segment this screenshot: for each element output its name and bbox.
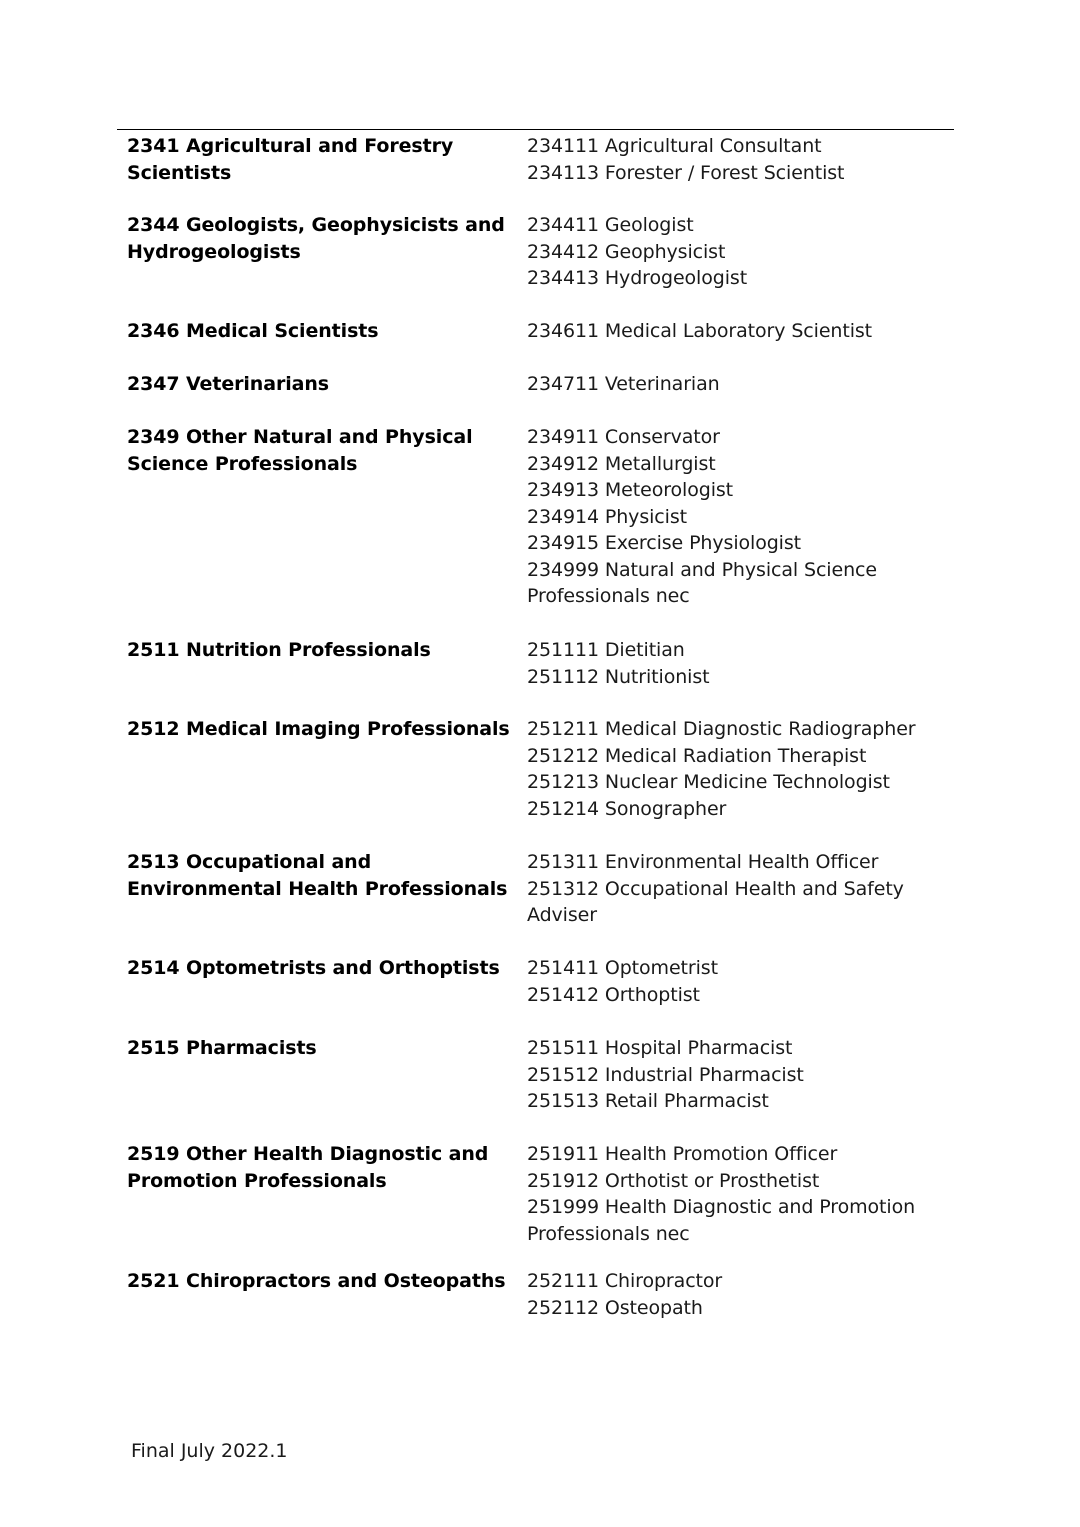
occupation-list (527, 424, 917, 610)
occupation-list (527, 637, 917, 690)
group-title: 2512 Medical Imaging Professionals (127, 718, 510, 740)
occupation-item: 234999 Natural and Physical Science Professionals nec (527, 558, 877, 607)
occupation-item: 251311 Environmental Health Officer (527, 851, 879, 873)
group-title: 2511 Nutrition Professionals (127, 639, 431, 661)
occupation-list (527, 371, 917, 398)
occupation-item: 251513 Retail Pharmacist (527, 1090, 769, 1112)
occupation-list (527, 1141, 917, 1247)
top-divider (117, 129, 954, 130)
occupation-item: 234411 Geologist (527, 214, 694, 236)
group-title: 2519 Other Health Diagnostic and Promotion Professionals (127, 1143, 489, 1192)
group-title: 2341 Agricultural and Forestry Scientists (127, 135, 454, 184)
occupation-item: 234711 Veterinarian (527, 373, 720, 395)
occupation-item: 234915 Exercise Physiologist (527, 532, 802, 554)
occupation-item: 251912 Orthotist or Prosthetist (527, 1169, 820, 1192)
occupation-list (527, 955, 917, 1008)
group-title: 2514 Optometrists and Orthoptists (127, 957, 500, 979)
occupation-list (527, 849, 917, 929)
occupation-item: 251312 Occupational Health and Safety Adviser (527, 877, 904, 926)
occupation-item: 251112 Nutritionist (527, 665, 710, 688)
occupation-item: 251111 Dietitian (527, 639, 685, 661)
occupation-list (527, 1268, 917, 1321)
group-title: 2515 Pharmacists (127, 1037, 317, 1059)
group-title: 2346 Medical Scientists (127, 320, 379, 342)
occupation-item: 251999 Health Diagnostic and Promotion Professionals nec (527, 1196, 916, 1245)
occupation-item: 252112 Osteopath (527, 1296, 703, 1319)
occupation-item: 234911 Conservator (527, 426, 720, 448)
occupation-item: 251213 Nuclear Medicine Technologist (527, 771, 890, 793)
occupation-item: 234611 Medical Laboratory Scientist (527, 320, 873, 342)
occupation-item: 251211 Medical Diagnostic Radiographer (527, 718, 916, 740)
occupation-list (527, 716, 917, 822)
group-title: 2347 Veterinarians (127, 373, 329, 395)
group-title: 2521 Chiropractors and Osteopaths (127, 1270, 506, 1292)
occupation-item: 234111 Agricultural Consultant (527, 135, 822, 157)
occupation-item: 251411 Optometrist (527, 957, 718, 979)
group-title: 2349 Other Natural and Physical Science Professionals (127, 426, 473, 475)
occupation-item: 234913 Meteorologist (527, 479, 734, 501)
occupation-list (527, 318, 917, 345)
occupation-item: 251212 Medical Radiation Therapist (527, 744, 867, 767)
group-title: 2513 Occupational and Environmental Health Professionals (127, 851, 508, 900)
occupation-item: 234914 Physicist (527, 505, 687, 528)
occupation-item: 234413 Hydrogeologist (527, 267, 748, 289)
occupation-item: 251512 Industrial Pharmacist (527, 1063, 804, 1086)
occupation-item: 251412 Orthoptist (527, 983, 700, 1006)
occupation-list (527, 1035, 917, 1115)
occupation-list (527, 212, 917, 292)
occupation-item: 234912 Metallurgist (527, 452, 716, 475)
occupation-list (527, 133, 917, 186)
occupation-item: 251911 Health Promotion Officer (527, 1143, 838, 1165)
group-title: 2344 Geologists, Geophysicists and Hydrogeologists (127, 214, 505, 263)
occupation-item: 251214 Sonographer (527, 797, 727, 820)
occupation-item: 251511 Hospital Pharmacist (527, 1037, 793, 1059)
occupation-item: 234113 Forester / Forest Scientist (527, 161, 845, 184)
occupation-item: 252111 Chiropractor (527, 1270, 723, 1292)
footer-version: Final July 2022.1 (131, 1440, 288, 1462)
occupation-item: 234412 Geophysicist (527, 240, 726, 263)
